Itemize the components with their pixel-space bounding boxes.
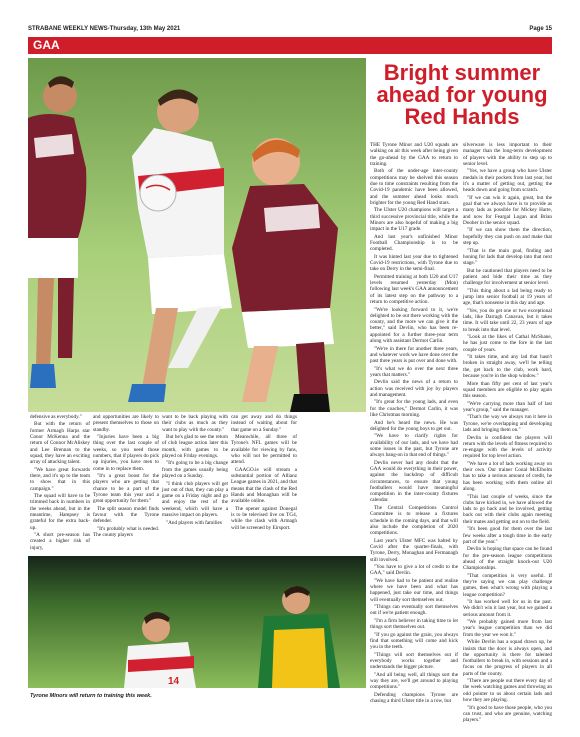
- article-column-4: [231, 414, 297, 554]
- paragraph: The opener against Donegal is to be televised live on TG4, while the clash with Armagh will be screened by Eirsport.: [231, 505, 297, 531]
- paragraph: "It's good to have those people, who you can trust, and who are genuine, watching players.": [463, 704, 552, 724]
- match-photo: [28, 58, 366, 412]
- paragraph: Permitted training at both U20 and U17 levels resumed yesterday (Mon) following last week's GAA announcement of its latest step on the pathway to a return to competitive action.: [370, 273, 458, 306]
- paragraph: "We're carrying more than half of last year's group," said the manager.: [463, 400, 552, 413]
- paragraph: "We're looking forward to it, we're delighted to be out there working with the county, and the more we can give it the better," said Devlin, who has been re-appointed for a further three-year term along with assistant Dermot Carlin.: [370, 306, 458, 345]
- paragraph: "That's the way we always run it here in Tyrone, we're overlapping and developing lads and bringing them on.": [463, 414, 552, 434]
- paragraph: "That competition is very useful. If they're saying we can play challenge games, then what's wrong with playing a league competition?: [463, 572, 552, 598]
- paragraph: More than fifty per cent of last year's squad members are eligible to play again this season.: [463, 380, 552, 400]
- paragraph: "Look at the likes of Cathal McShane, he has just come to the fore in the last couple of years.: [463, 334, 552, 353]
- paragraph: "If you go against the grain, you always find that something will come and kick you in the teeth.: [370, 631, 458, 651]
- paragraph: Devlin is confident the players will return with the levels of fitness required to re-engage with the levels of activity required for top level action.: [463, 434, 552, 460]
- paragraph: But he's glad to see the return of club league action later this month, with games to be played on Friday evenings.: [162, 434, 228, 459]
- paragraph: "Things can eventually sort themselves out if we're patient enough.: [370, 604, 458, 617]
- svg-text:14: 14: [168, 676, 180, 687]
- photo-caption: Tyrone Minors will return to training this week.: [30, 693, 152, 699]
- paragraph: "It's what we do over the next three years that matters.": [370, 365, 458, 378]
- paragraph: "If we can show them the direction, hopefully they can push on and make that step up.: [463, 227, 552, 247]
- paragraph: Last year's Ulster MFC was halted by Covid after the quarter-finals, with Tyrone, Derry, Monaghan and Fermanagh still involved.: [370, 537, 458, 563]
- paragraph: want to be back playing with their clubs as much as they want to play with the county.": [162, 414, 228, 433]
- paragraph: defensive as everybody.": [30, 414, 82, 420]
- article-column-1: [30, 414, 90, 554]
- paragraph: And he's heard the news. He was delighted for the young boys to get out.: [370, 419, 458, 432]
- paragraph: "We have to clarify rights for availability of our lads, and we have had some issues in the past, but Tyrone are always bang-on in that end of things.": [370, 433, 458, 459]
- paragraph: THE Tyrone Minor and U20 squads are walking on air this week after being given the go-ahead by the GAA to return to training.: [370, 142, 458, 167]
- paragraph: "This last couple of weeks, since the clubs have kicked in, we have allowed the lads to go back and be involved, getting back out with their clubs again meeting their mates and getting out on to the field.: [463, 493, 552, 525]
- paragraph: "I'm a firm believer in taking time to let things sort themselves out.: [370, 617, 458, 631]
- paragraph: "Yes, you do get one or two exceptional lads, like Darragh Canavan, but it takes time. It will take until 22, 23 years of age to break into that level.: [463, 307, 552, 333]
- paragraph: "If we can win it again, great, but the goal that we always have is to provide as many lads as possible for Mickey Harte, and now for Feargal Logan and Brian Dooher in the senior squad.: [463, 194, 552, 226]
- paragraph: Both of the under-age inter-county competitions may be shelved this season due to time constraints resulting from the Covid-19 pandemic have been allowed, and the summer ahead looks much brighter for the young Red Hand stars.: [370, 168, 458, 206]
- paragraph: Meanwhile, all three of Tyrone's NFL games will be available for viewing by fans, who will not be permitted to attend.: [231, 434, 297, 466]
- paragraph: But with the return of former Armagh Harps star Conor McKenna and the return of Connor McAliskey and Lee Brennan to the squad, they have an exciting array of attacking talent.: [30, 421, 90, 466]
- paragraph: can get away and do things instead of waiting about for that game on a Sunday.": [231, 414, 297, 433]
- paragraph: GAAGO.ie will stream a substantial portion of Allianz League games in 2021, and that means that the clash of the Red Hands and Monaghan will be available online.: [231, 466, 297, 505]
- paragraph: The Ulster U20 champions will target a third successive provincial title, while the Minors are also hopeful of making a big impact in the U17 grade.: [370, 207, 458, 233]
- publication-line: STRABANE WEEKLY NEWS-Thursday, 13th May 2021: [28, 26, 181, 32]
- paragraph: "Yes, we have a group who have Ulster medals in their pockets from last year, but it's a matter of getting out, getting the heads down and going from scratch.: [463, 168, 552, 194]
- article-column-6: [463, 142, 552, 724]
- page-header: [28, 24, 552, 34]
- paragraph: Devlin is hoping that space can be found for the pre-season league competitions ahead of the straight knock-out U20 Championships.: [463, 546, 552, 572]
- paragraph: "We have a lot of lads working away on their own. Our trainer Conal McElholm has to take a serious amount of credit, he has been working with them online all along.: [463, 460, 552, 493]
- headline: Bright summer ahead for young Red Hands: [376, 60, 548, 129]
- section-bar: [28, 37, 552, 54]
- paragraph: "Things will sort themselves out if everybody works together and understands the bigger picture.: [370, 651, 458, 671]
- paragraph: The Central Competitions Control Committee is to release a fixtures schedule in the coming days, and that will also include the completion of 2020 competitions.: [370, 504, 458, 537]
- paragraph: "It's been good for them over the last few weeks after a tough time in the early part of the year.": [463, 526, 552, 545]
- article-column-3: [162, 414, 228, 554]
- paragraph: While Devlin has a squad drawn up, he insists that the door is always open, and the opportunity is there for talented footballers to break in, with sessions and a focus on the progress of players in all parts of the county.: [463, 639, 552, 677]
- paragraph: "There are people out there every day of the week watching games and throwing an odd pointer to us about certain lads and how they are playing.: [463, 678, 552, 704]
- paragraph: "We have great forwards there, and it's up to the team to show that in this campaign.": [30, 466, 90, 492]
- paragraph: The split season model finds favour with the Tyrone defender.: [93, 505, 159, 525]
- paragraph: Devlin said the news of a return to action was received with joy by players and management.: [370, 379, 458, 398]
- paragraph: "It has worked well for us in the past. We didn't win it last year, but we gained a serious amount from it.: [463, 599, 552, 618]
- paragraph: "It's probably what is needed. The county players: [93, 525, 159, 539]
- paragraph: silverware is less important to their manager than the long-term development of players with the ability to step up to senior level.: [463, 142, 552, 167]
- page-number: Page 15: [529, 26, 552, 32]
- paragraph: "It's a great boost for the players who are getting that chance to be a part of the Tyrone team this year and a great opportunity for them.": [93, 473, 159, 505]
- paragraph: "I think club players will get just out of that, they can play a game on a Friday night and go and enjoy the rest of the weekend, which will have a massive impact on players.: [162, 480, 228, 519]
- section-label: GAA: [33, 38, 60, 52]
- paragraph: "You have to give a lot of credit to the GAA," said Devlin.: [370, 564, 458, 577]
- article-column-2: [93, 414, 159, 554]
- paragraph: "And all being well, all things sort the way they are, we'll get around to playing competitions.": [370, 671, 458, 691]
- paragraph: But he cautioned that players need to be patient and bide their time as they challenge for involvement at senior level.: [463, 267, 552, 287]
- paragraph: "That is the main goal, finding and honing for lads that develop into that next stage.": [463, 247, 552, 267]
- article-column-5: [370, 142, 458, 704]
- paragraph: Defending champions Tyrone are chasing a third Ulster title in a row, but: [370, 691, 458, 705]
- paragraph: "It's going to be a big change from the games usually being played on a Sunday.: [162, 460, 228, 480]
- paragraph: "A short pre-season has created a higher risk of injury,: [30, 532, 90, 551]
- paragraph: The squad will have to be trimmed back in numbers in the weeks ahead, but in the meantime, Hampsey is grateful for the extra back-up.: [30, 493, 90, 531]
- paragraph: "We have had to be patient and realise where we have been and what has happened, just take our time, and things will eventually sort themselves out.: [370, 577, 458, 603]
- paragraph: Devlin never had any doubt that the GAA would do everything in their power, against the backdrop of difficult circumstances, to ensure that young footballers would have meaningful competition in the inter-county fixtures calendar.: [370, 459, 458, 504]
- paragraph: "We're in there for another three years, and whatever work we have done over the past three years is put over and done with.: [370, 345, 458, 365]
- paragraph: "Injuries have been a big thing over the last couple of weeks, so you need those numbers, that if players do pick up injuries, you have men to come in to replace them.: [93, 434, 159, 472]
- paragraph: "We probably gained more from last year's league competition than we did from the year we won it.": [463, 619, 552, 638]
- training-photo: [28, 556, 366, 688]
- paragraph: And last year's unfinished Minor Football Championship is to be completed.: [370, 233, 458, 253]
- paragraph: It was hinted last year due to tightened Covid-19 restrictions, with Tyrone due to take on Derry in the semi-final.: [370, 253, 458, 273]
- paragraph: "It's great for the young lads, and even for the coaches," Dermot Carlin, it was like Christmas morning.: [370, 399, 458, 419]
- paragraph: "And players with families: [166, 519, 222, 526]
- paragraph: and opportunities are likely to present themselves to those on standby.: [93, 414, 159, 433]
- paragraph: "It takes time, and any lad that hasn't broken in straight away, we'll be telling the, get back to the club, work hard, because you're in the shop window.": [463, 354, 552, 380]
- paragraph: "This thing about a lad being ready to jump into senior football at 19 years of age, that's nonsense in this day and age.: [463, 287, 552, 307]
